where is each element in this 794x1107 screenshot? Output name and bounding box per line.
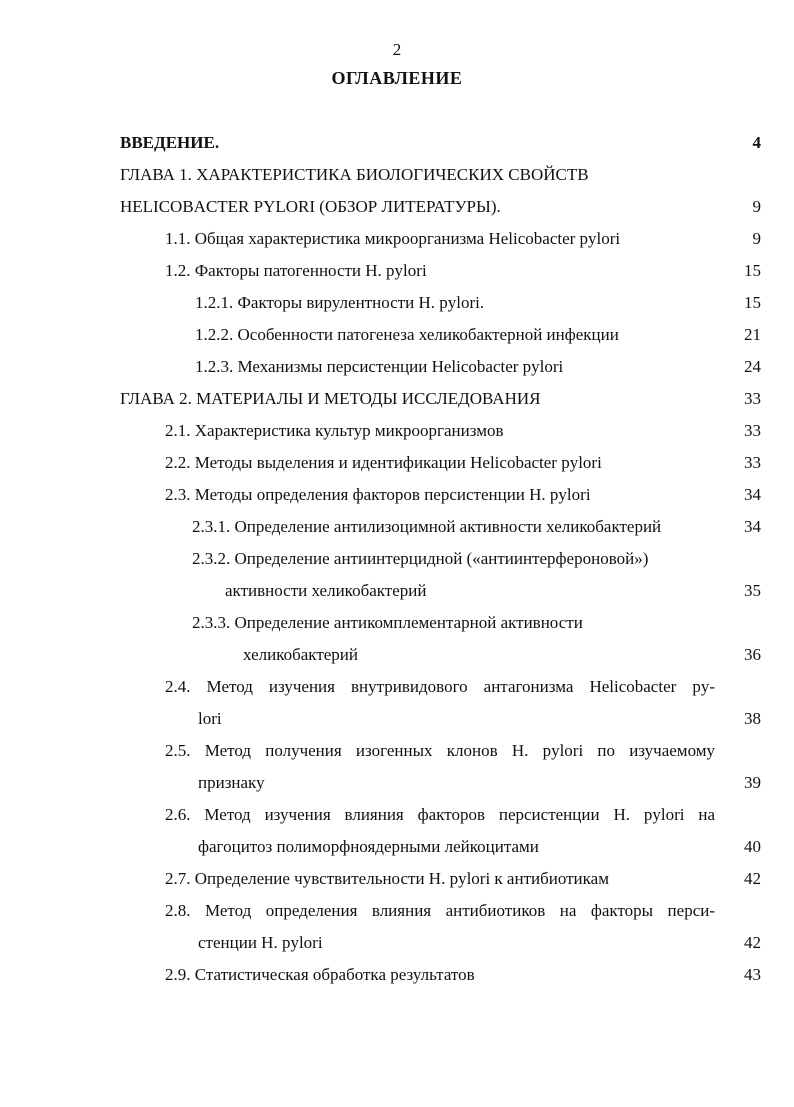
toc-entry-page: 9 [752,197,761,216]
toc-entry-label: 2.2. Методы выделения и идентификации Helicobacter pylori [165,453,602,472]
toc-entry-2-5[interactable] [0,736,794,766]
toc-entry-2-7[interactable] [0,864,794,894]
toc-entry-label: 1.2. Факторы патогенности H. pylori [165,261,427,280]
toc-entry-label: фагоцитоз полиморфноядерными лейкоцитами [198,837,539,856]
toc-entry-2-3[interactable] [0,480,794,510]
toc-entry-chapter-2[interactable] [0,384,794,414]
toc-entry-page: 15 [744,261,761,280]
toc-entry-label: ВВЕДЕНИЕ. [120,133,220,152]
toc-entry-chapter-1-cont[interactable] [0,192,794,222]
toc-entry-chapter-1[interactable] [0,160,794,190]
toc-entry-label: 2.4. Метод изучения внутривидового антагонизма Helicobacter py- [165,677,715,696]
toc-entry-2-3-2[interactable] [0,544,794,574]
toc-entry-2-8-cont[interactable] [0,928,794,958]
toc-entry-label: 1.2.3. Механизмы персистенции Helicobacter pylori [195,357,564,376]
toc-entry-page: 39 [744,773,761,792]
toc-entry-label: 2.5. Метод получения изогенных клонов H. pylori по изучаемому [165,741,715,760]
toc-entry-label: 2.1. Характеристика культур микроорганизмов [165,421,504,440]
toc-entry-page: 34 [744,517,761,536]
toc-entry-2-5-cont[interactable] [0,768,794,798]
toc-entry-label: lori [198,709,222,728]
toc-entry-2-4-cont[interactable] [0,704,794,734]
toc-entry-page: 42 [744,933,761,952]
toc-entry-page: 33 [744,421,761,440]
toc-entry-2-1[interactable] [0,416,794,446]
toc-entry-label: 2.7. Определение чувствительности H. pylori к антибиотикам [165,869,609,888]
toc-entry-label: 2.6. Метод изучения влияния факторов персистенции H. pylori на [165,805,715,824]
toc-entry-2-2[interactable] [0,448,794,478]
toc-entry-1-2-3[interactable] [0,352,794,382]
page-number: 2 [392,40,402,59]
toc-entry-2-3-2-cont[interactable] [0,576,794,606]
toc-entry-2-6[interactable] [0,800,794,830]
toc-entry-page: 38 [744,709,761,728]
toc-entry-intro[interactable] [0,128,794,158]
toc-entry-label: HELICOBACTER PYLORI (ОБЗОР ЛИТЕРАТУРЫ). [120,197,501,216]
toc-entry-label: хеликобактерий [243,645,358,664]
page-title: ОГЛАВЛЕНИЕ [331,68,463,88]
toc-entry-label: 2.3.1. Определение антилизоцимной активности хеликобактерий [192,517,662,536]
toc-entry-page: 42 [744,869,761,888]
toc-entry-2-9[interactable] [0,960,794,990]
toc-entry-label: ГЛАВА 1. ХАРАКТЕРИСТИКА БИОЛОГИЧЕСКИХ СВОЙСТВ [120,165,589,184]
toc-entry-2-3-1[interactable] [0,512,794,542]
toc-entry-1-2-2[interactable] [0,320,794,350]
toc-entry-page: 35 [744,581,761,600]
toc-entry-1-2-1[interactable] [0,288,794,318]
toc-entry-label: 2.8. Метод определения влияния антибиотиков на факторы перси- [165,901,715,920]
toc-entry-2-4[interactable] [0,672,794,702]
toc-entry-label: 2.9. Статистическая обработка результатов [165,965,475,984]
toc-entry-label: 1.2.1. Факторы вирулентности H. pylori. [195,293,485,312]
toc-entry-page: 33 [744,389,761,408]
toc-entry-1-1[interactable] [0,224,794,254]
toc-entry-page: 36 [744,645,761,664]
toc-entry-page: 34 [744,485,761,504]
toc-entry-2-3-3-cont[interactable] [0,640,794,670]
toc-entry-page: 40 [744,837,761,856]
toc-entry-label: 2.3.2. Определение антиинтерцидной («антиинтерфероновой») [192,549,649,568]
toc-entry-page: 33 [744,453,761,472]
toc-entry-label: активности хеликобактерий [225,581,427,600]
toc-entry-label: признаку [198,773,265,792]
toc-entry-label: 2.3. Методы определения факторов персистенции H. pylori [165,485,591,504]
toc-entry-page: 9 [752,229,761,248]
toc-entry-label: ГЛАВА 2. МАТЕРИАЛЫ И МЕТОДЫ ИССЛЕДОВАНИЯ [120,389,541,408]
toc-entry-2-6-cont[interactable] [0,832,794,862]
toc-entry-page: 24 [744,357,761,376]
toc-entry-page: 4 [752,133,761,152]
toc-entry-page: 43 [744,965,761,984]
toc-entry-label: стенции H. pylori [198,933,323,952]
toc-entry-1-2[interactable] [0,256,794,286]
toc-entry-label: 2.3.3. Определение антикомплементарной активности [192,613,583,632]
toc-entry-label: 1.1. Общая характеристика микроорганизма Helicobacter pylori [165,229,621,248]
toc-entry-2-8[interactable] [0,896,794,926]
toc-entry-label: 1.2.2. Особенности патогенеза хеликобактерной инфекции [195,325,619,344]
toc-entry-2-3-3[interactable] [0,608,794,638]
toc-entry-page: 21 [744,325,761,344]
toc-entry-page: 15 [744,293,761,312]
